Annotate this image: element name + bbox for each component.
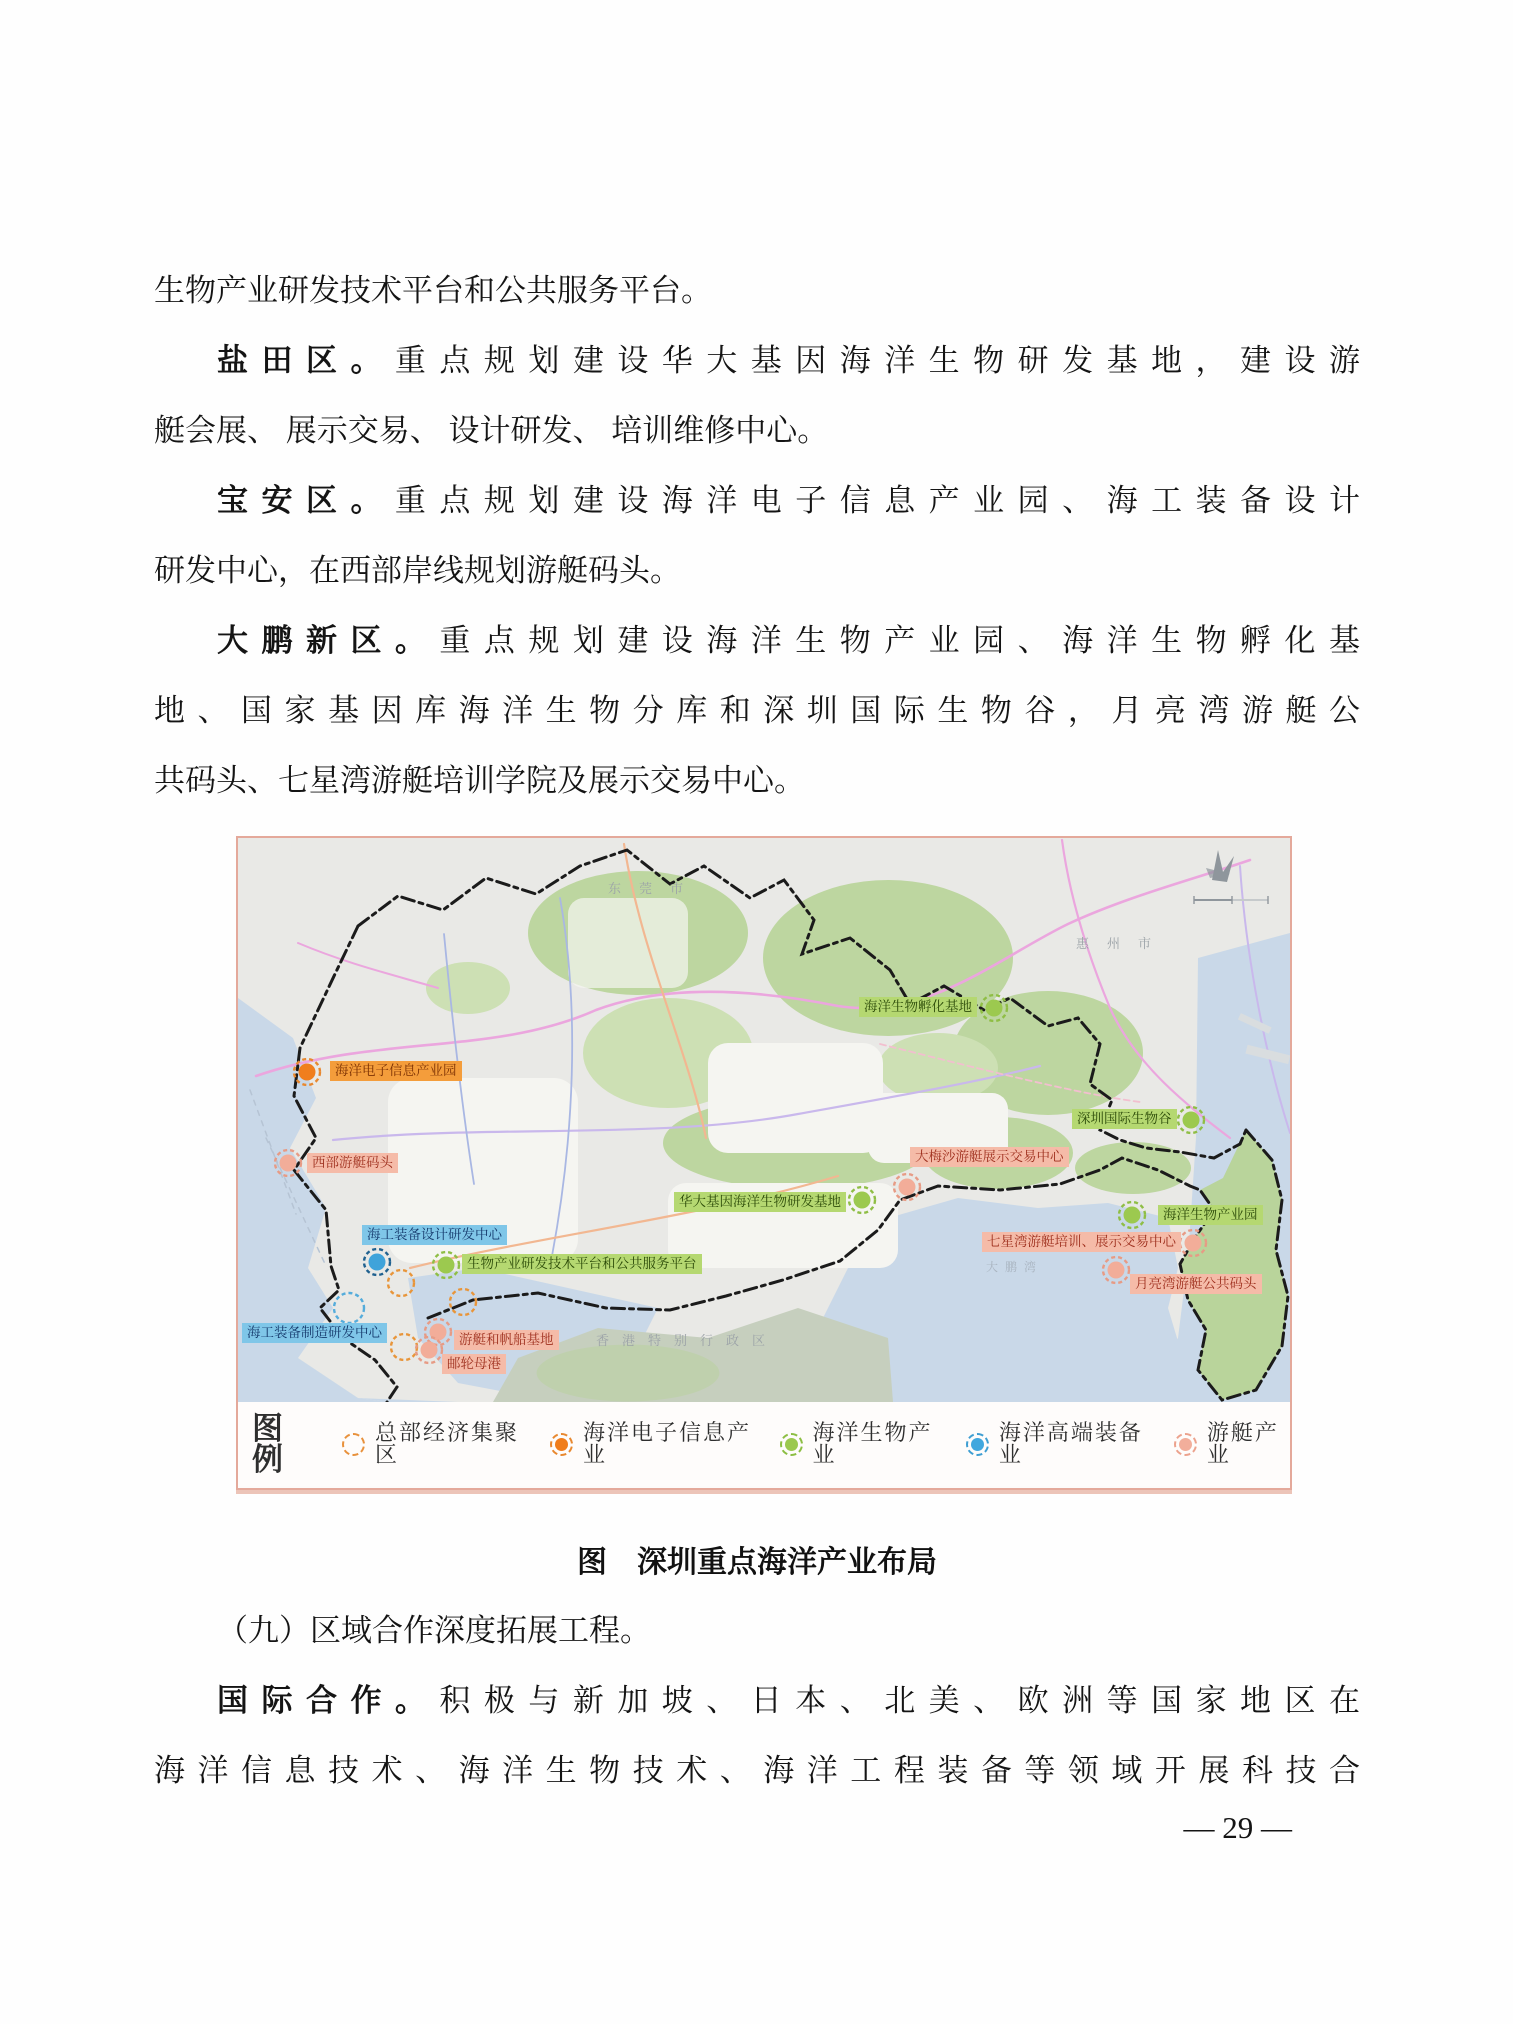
map-label-equipment-design-center: 海工装备设计研发中心 [362, 1225, 507, 1245]
paragraph-line [154, 1666, 1360, 1736]
legend-title: 图例 [252, 1411, 287, 1477]
legend-item [342, 1422, 523, 1466]
paragraph-line: 艇会展、 展示交易、 设计研发、 培训维修中心。 [154, 413, 829, 448]
map-label-west-yacht-wharf: 西部游艇码头 [307, 1153, 398, 1173]
hq-economy-zone-icon [342, 1433, 365, 1456]
legend-item-label: 总部经济集聚区 [375, 1420, 520, 1467]
paragraph-line: 地、国家基因库海洋生物分库和深圳国际生物谷，月亮湾游艇公 [154, 693, 1360, 728]
legend-item [550, 1422, 753, 1466]
map-label-dameisha-yacht-center: 大梅沙游艇展示交易中心 [910, 1147, 1069, 1167]
paragraph-line: （九）区域合作深度拓展工程。 [217, 1613, 651, 1648]
legend-item [780, 1422, 939, 1466]
map-legend [238, 1402, 1290, 1486]
text-run: 积极与新加坡、日本、北美、欧洲等国家地区在 [439, 1683, 1361, 1718]
legend-item-label: 海洋生物产业 [812, 1420, 933, 1467]
map-canvas [238, 838, 1290, 1402]
place-name-huizhou: 惠州市 [1076, 936, 1170, 951]
marine-bio-icon [780, 1433, 803, 1456]
marine-equipment-icon [966, 1433, 989, 1456]
map-label-equipment-mfg-center: 海工装备制造研发中心 [242, 1323, 387, 1343]
bold-run: 盐田区。 [217, 343, 395, 378]
paragraph-line [154, 606, 1360, 676]
map-label-marine-electronics-park: 海洋电子信息产业园 [330, 1061, 462, 1081]
place-name-dapeng-bay: 大鹏湾 [986, 1260, 1044, 1274]
paragraph-line [154, 466, 1360, 536]
map-label-marine-bio-park: 海洋生物产业园 [1158, 1205, 1263, 1225]
map-label-qixingwan-yacht-center: 七星湾游艇培训、展示交易中心 [982, 1232, 1181, 1252]
paragraph-line: 海洋信息技术、海洋生物技术、海洋工程装备等领域开展科技合 [154, 1753, 1360, 1788]
paragraph-line [154, 326, 1360, 396]
map-label-cruise-home-port: 邮轮母港 [442, 1354, 506, 1374]
text-run: 重点规划建设华大基因海洋生物研发基地，建设游 [394, 343, 1360, 378]
map-label-intl-bio-valley: 深圳国际生物谷 [1072, 1109, 1177, 1129]
paragraph-line: 共码头、七星湾游艇培训学院及展示交易中心。 [154, 763, 805, 798]
legend-item-label: 游艇产业 [1206, 1420, 1279, 1467]
place-name-hongkong: 香港特别行政区 [596, 1333, 779, 1348]
hongkong-hills [537, 1345, 720, 1402]
legend-item [1174, 1422, 1290, 1466]
map-label-yacht-sailboat-base: 游艇和帆船基地 [454, 1330, 559, 1350]
text-run: 重点规划建设海洋电子信息产业园、海工装备设计 [394, 483, 1360, 518]
yacht-industry-icon [1174, 1433, 1197, 1456]
place-name-dongguan: 东莞市 [608, 881, 702, 896]
paragraph-line: 研发中心，在西部岸线规划游艇码头。 [154, 553, 681, 588]
figure-shenzhen-marine-industry-map [236, 836, 1292, 1490]
map-label-marine-bio-incubator: 海洋生物孵化基地 [859, 997, 977, 1017]
paragraph-line: 生物产业研发技术平台和公共服务平台。 [154, 273, 712, 308]
map-label-yueliangwan-yacht-wharf: 月亮湾游艇公共码头 [1130, 1274, 1262, 1294]
legend-item-label: 海洋电子信息产业 [582, 1420, 751, 1467]
bold-run: 大鹏新区。 [217, 623, 440, 658]
map-label-bio-rd-platform: 生物产业研发技术平台和公共服务平台 [462, 1254, 702, 1274]
page-number: — 29 — [1183, 1810, 1292, 1845]
text-run: 重点规划建设海洋生物产业园、海洋生物孵化基 [439, 623, 1361, 658]
legend-item [966, 1422, 1147, 1466]
figure-caption: 图 深圳重点海洋产业布局 [577, 1546, 937, 1579]
map-label-bgi-marine-bio-base: 华大基因海洋生物研发基地 [674, 1192, 846, 1212]
marine-electronics-icon [550, 1433, 573, 1456]
bold-run: 宝安区。 [217, 483, 395, 518]
legend-item-label: 海洋高端装备业 [998, 1420, 1143, 1467]
bold-run: 国际合作。 [217, 1683, 440, 1718]
